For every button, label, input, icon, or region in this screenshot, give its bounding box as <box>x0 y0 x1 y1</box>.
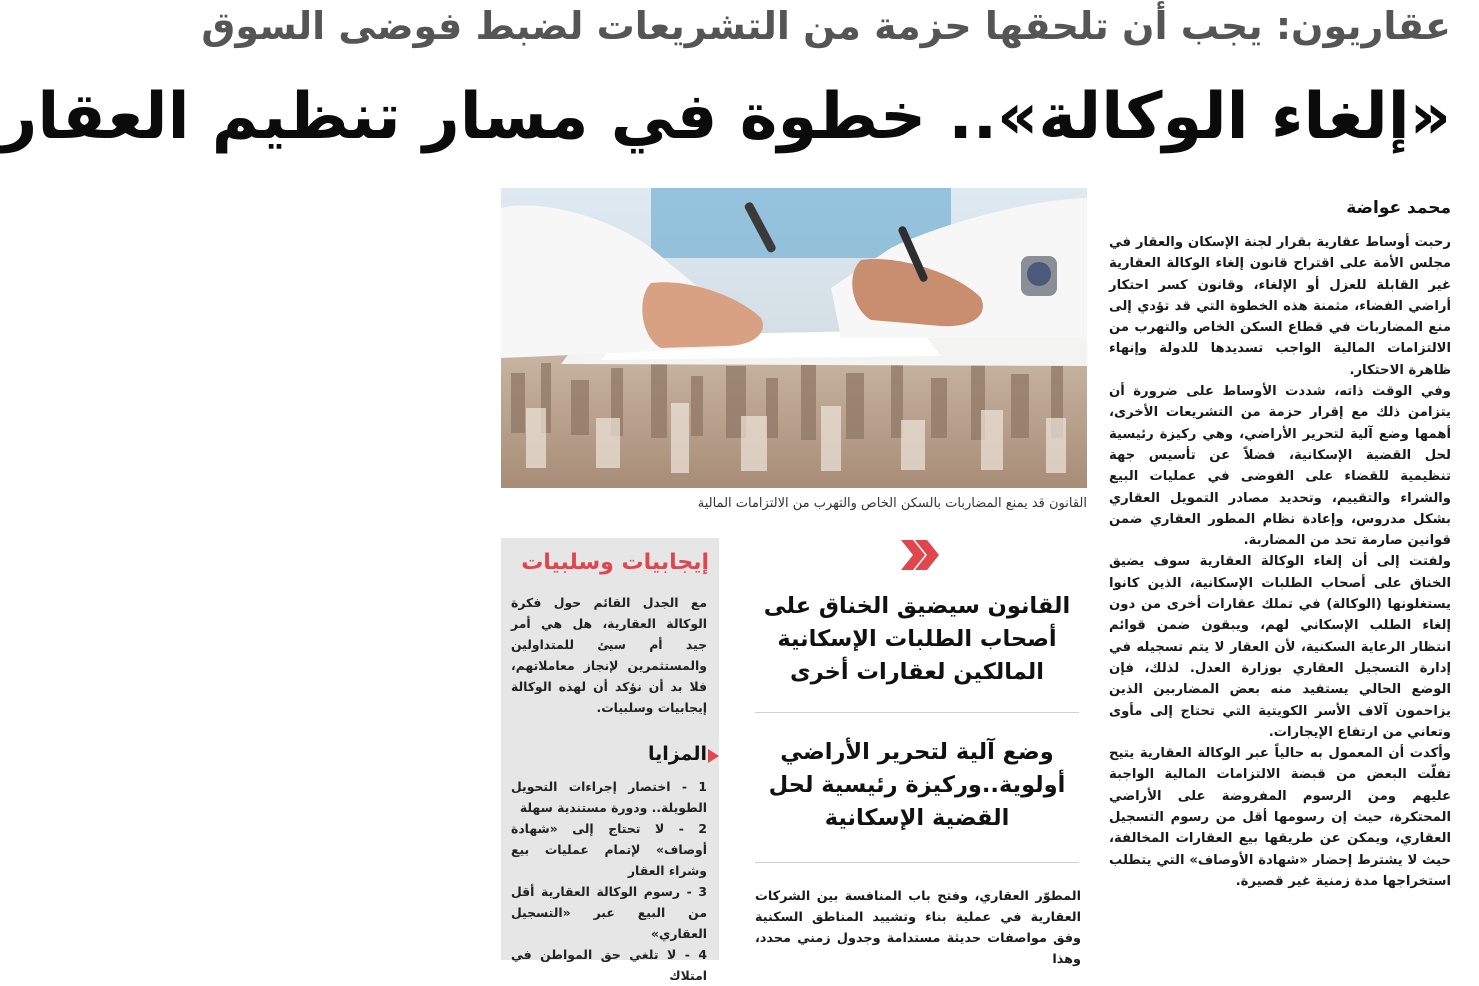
double-chevron-icon <box>899 538 941 572</box>
list-item: 4 - لا تلغي حق المواطن في امتلاك <box>511 947 707 983</box>
article-paragraph: وأكدت أن المعمول به حالياً عبر الوكالة العقارية يتيح تفلّت البعض من قبضة الالتزامات المالية الواجبة عليهم ومن الرسوم المفروضة على الأراضي المحتكرة، حيث إن رسومها أقل من رسوم التسجيل العقاري، ويمكن عن طريقها بيع العقارات المخالفة، حيث لا يشترط إحضار «شهادة الأوصاف» التي يتطلب استخراجها مدة زمنية غير قصيرة. <box>1109 746 1451 889</box>
pros-cons-sidebar <box>501 538 719 983</box>
main-headline: «إلغاء الوكالة».. خطوة في مسار تنظيم العقار <box>0 80 1451 154</box>
list-item: 2 - لا تحتاج إلى «شهادة أوصاف» لإتمام عمليات بيع وشراء العقار <box>511 821 707 878</box>
list-item: 1 - اختصار إجراءات التحويل الطويلة.. ودورة مستندية سهلة <box>511 779 707 815</box>
article-photo <box>501 188 1087 488</box>
divider <box>755 712 1079 713</box>
sidebar-intro: مع الجدل القائم حول فكرة الوكالة العقارية، هل هي أمر جيد أم سيئ للمتداولين والمستثمرين لإنجاز معاملاتهم، فلا بد أن نؤكد أن لهذه الوكالة إيجابيات وسلبيات. <box>511 595 707 715</box>
divider <box>755 862 1079 863</box>
article-paragraph: ولفتت إلى أن إلغاء الوكالة العقارية سوف يضيق الخناق على أصحاب الطلبات الإسكانية، الذين كانوا يستغلونها (الوكالة) في تملك عقارات أخرى من دون إلغاء الطلب الإسكاني لهم، ويبقون ضمن قوائم انتظار الرعاية السكنية، لأن العقار لا يتم تسجيله في إدارة التسجيل العقاري بوزارة العدل. لذلك، فإن الوضع الحالي يستفيد منه بعض المضاربين الذين يزاحمون آلاف الأسر الكويتية التي تحتاج إلى مأوى وتعاني من ارتفاع الإيجارات. <box>1109 554 1451 740</box>
pull-quote: القانون سيضيق الخناق على أصحاب الطلبات الإسكانية المالكين لعقارات أخرى <box>763 593 1071 685</box>
pros-heading: المزايا <box>648 743 707 765</box>
triangle-bullet-icon <box>708 749 719 763</box>
kicker-headline: عقاريون: يجب أن تلحقها حزمة من التشريعات لضبط فوضى السوق <box>201 4 1451 48</box>
photo-caption: القانون قد يمنع المضاربات بالسكن الخاص والتهرب من الالتزامات المالية <box>697 496 1087 511</box>
article-body <box>1109 232 1451 958</box>
article-paragraph: وفي الوقت ذاته، شددت الأوساط على ضرورة أن يتزامن ذلك مع إقرار حزمة من التشريعات الأخرى، أهمها وضع آلية لتحرير الأراضي، وهي ركيزة رئيسية لحل القضية الإسكانية، فضلاً عن تأسيس جهة تنظيمية للقضاء على الفوضى في عمليات البيع والشراء والتقييم، وتحديد مصادر التمويل العقاري بشكل مدروس، وإعادة نظام المطور العقاري ضمن قوانين صارمة تحد من المضاربة. <box>1109 384 1451 549</box>
pull-quote: وضع آلية لتحرير الأراضي أولوية..وركيزة رئيسية لحل القضية الإسكانية <box>768 739 1066 831</box>
pros-list <box>511 776 707 986</box>
list-item: 3 - رسوم الوكالة العقارية أقل من البيع عبر «التسجيل العقاري» <box>511 884 707 941</box>
sidebar-title: إيجابيات وسلبيات <box>521 550 709 575</box>
middle-column-text: المطوّر العقاري، وفتح باب المنافسة بين الشركات العقارية في عملية بناء وتشييد المناطق السكنية وفق مواصفات حديثة مستدامة وجدول زمني محدد، وهذا <box>755 889 1081 967</box>
byline: محمد عواضة <box>1346 198 1451 218</box>
article-paragraph: رحبت أوساط عقارية بقرار لجنة الإسكان والعقار في مجلس الأمة على اقتراح قانون إلغاء الوكالة العقارية غير القابلة للعزل أو الإلغاء، وقانون كسر احتكار أراضي الفضاء، مثمنة هذه الخطوة التي قد تؤدي إلى منع المضاربات في قطاع السكن الخاص والتهرب من الالتزامات المالية الواجب تسديدها للدولة وإنهاء ظاهرة الاحتكار. <box>1109 235 1451 378</box>
